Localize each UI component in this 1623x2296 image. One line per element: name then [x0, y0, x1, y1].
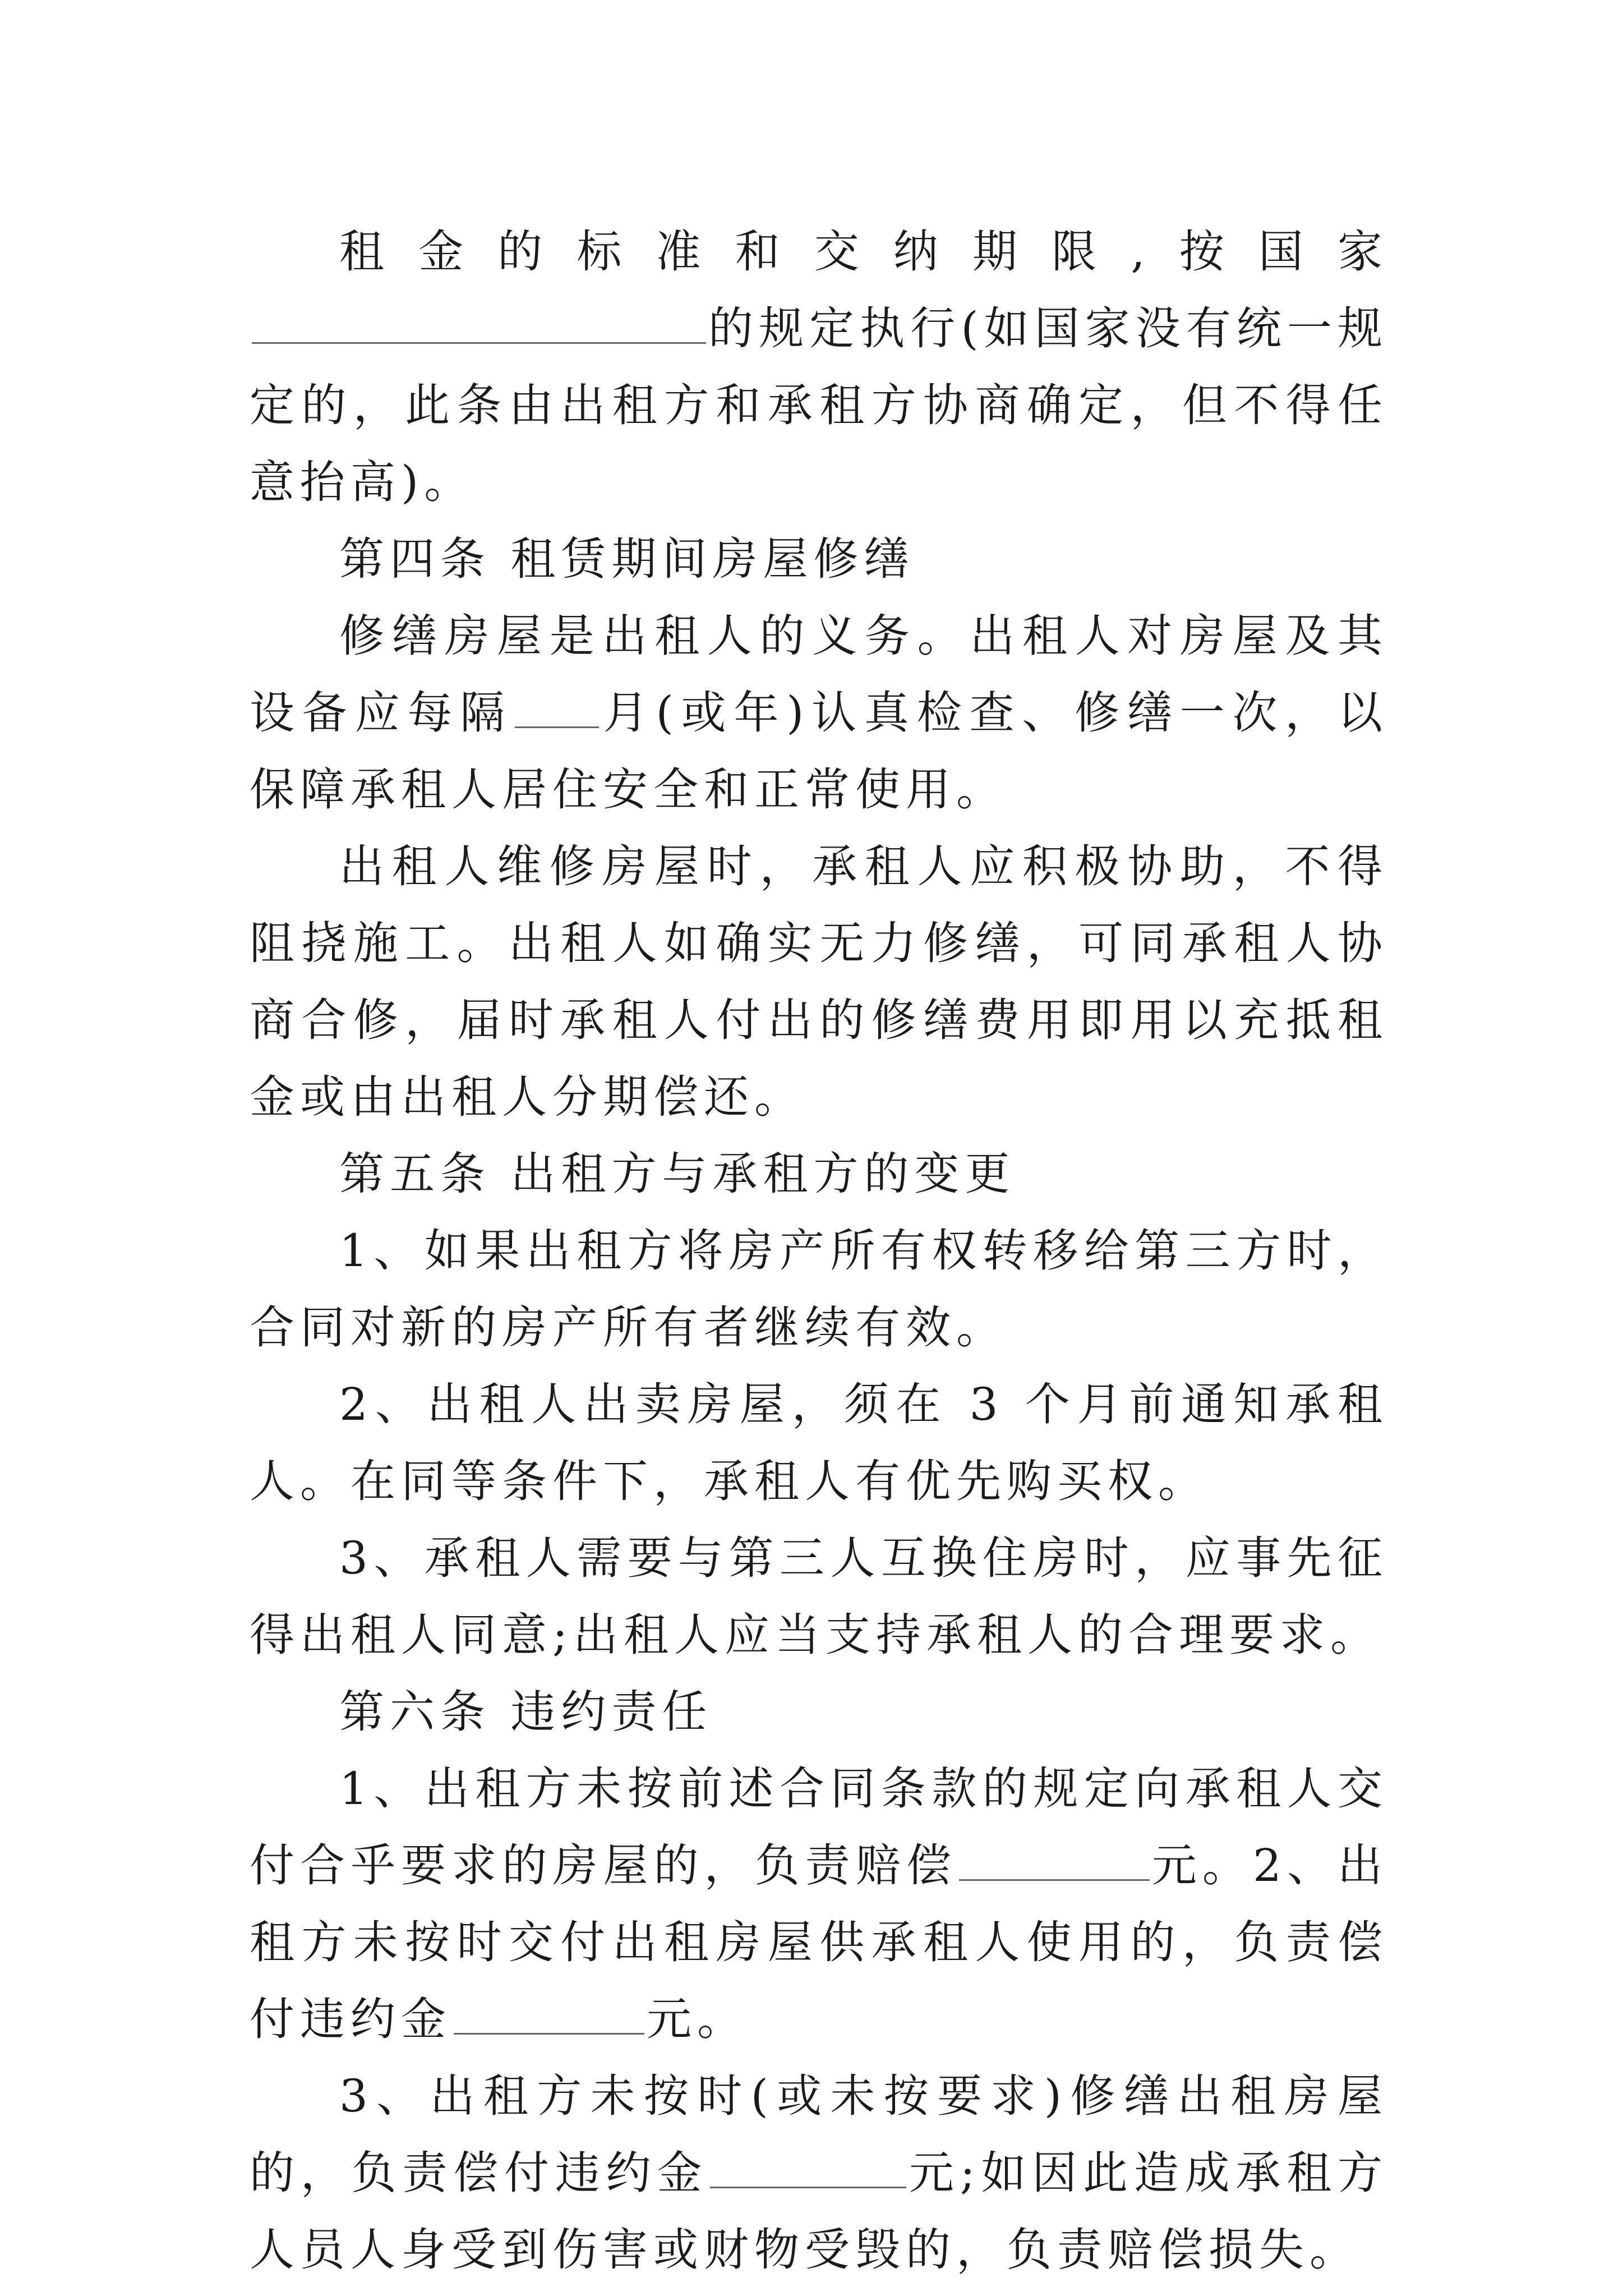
paragraph-text: 修缮房屋是出租人的义务。出租人对房屋及其设备应每隔	[250, 610, 1388, 739]
paragraph-text: 元;如因此造成承租方人员人身受到伤害或财物受毁的，负责赔偿损失。	[250, 2147, 1389, 2276]
paragraph-text: 元。2、出租方未按时交付出租房屋供承租人使用的，负责偿付违约金	[250, 1839, 1388, 2045]
paragraph-repair-duty	[250, 597, 1388, 828]
document-body	[250, 213, 1388, 2288]
blank-line	[252, 309, 706, 344]
paragraph-text: 3、出租方未按时(或未按要求)修缮出租房屋的，负责偿付违约金	[250, 2070, 1388, 2199]
blank-line	[959, 1846, 1150, 1881]
paragraph-text: 租金的标准和交纳期限,按国家	[339, 226, 1388, 278]
paragraph-text: 1、出租方未按前述合同条款的规定向承租人交付合乎要求的房屋的，负责赔偿	[250, 1763, 1388, 1892]
paragraph-text: 元。	[647, 1993, 748, 2045]
paragraph-text: 月(或年)认真检查、修缮一次，以保障承租人居住安全和正常使用。	[250, 687, 1389, 816]
paragraph-sale-notice: 2、出租人出卖房屋，须在 3 个月前通知承租人。在同等条件下，承租人有优先购买权。	[250, 1378, 1388, 1507]
blank-line	[515, 693, 599, 728]
paragraph-rent-standard	[250, 213, 1388, 521]
heading-article-6: 第六条 违约责任	[339, 1686, 713, 1738]
heading-article-5: 第五条 出租方与承租方的变更	[339, 1148, 1016, 1200]
paragraph-ownership-transfer: 1、如果出租方将房产所有权转移给第三方时，合同对新的房产所有者继续有效。	[250, 1225, 1388, 1354]
paragraph-repair-cooperation: 出租人维修房屋时，承租人应积极协助，不得阻挠施工。出租人如确实无力修缮，可同承租人协商合修，届时承租人付出的修缮费用即用以充抵租金或由出租人分期偿还。	[250, 840, 1388, 1123]
paragraph-breach-repair	[250, 2058, 1388, 2288]
blank-line	[454, 1999, 644, 2035]
blank-line	[710, 2153, 906, 2188]
paragraph-breach-delivery	[250, 1750, 1388, 2058]
paragraph-text: 的规定执行(如国家没有统一规定的，此条由出租方和承租方协商确定，但不得任意抬高)。	[250, 302, 1388, 508]
heading-article-4: 第四条 租赁期间房屋修缮	[339, 533, 915, 585]
paragraph-housing-exchange: 3、承租人需要与第三人互换住房时，应事先征得出租人同意;出租人应当支持承租人的合理要求。	[250, 1532, 1388, 1661]
